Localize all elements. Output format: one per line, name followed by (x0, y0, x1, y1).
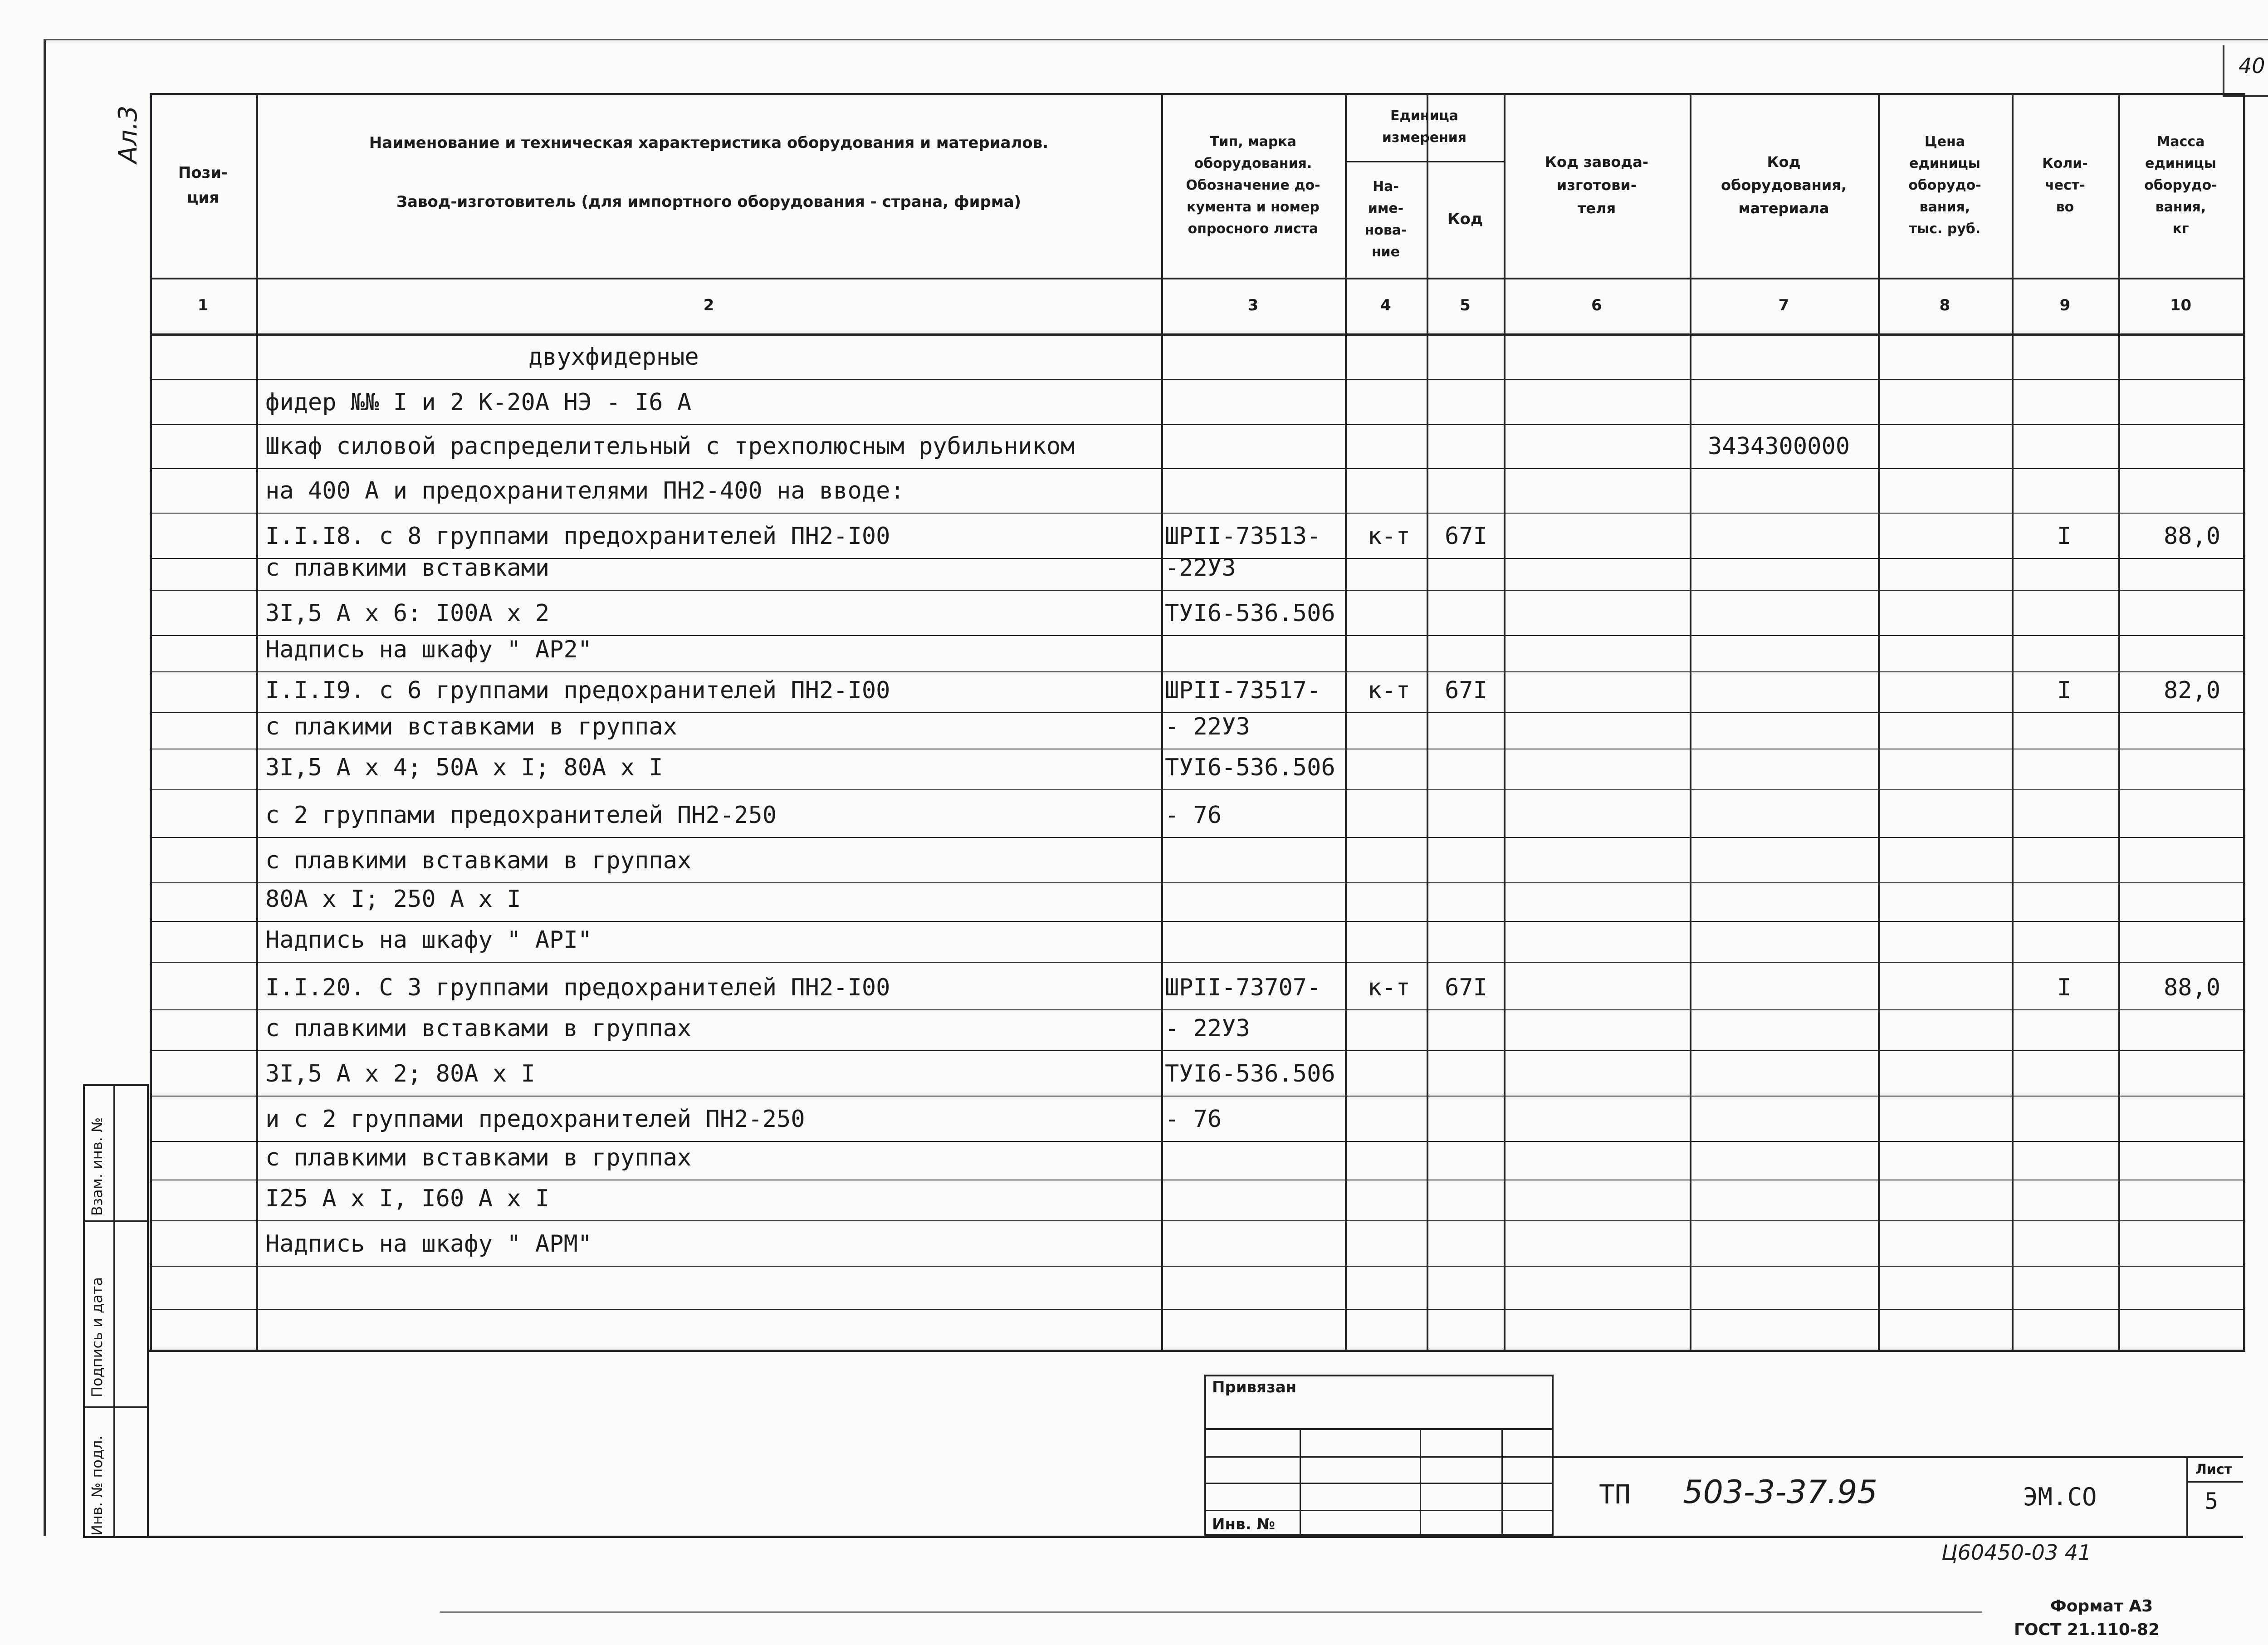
column-number-3: 3 (1247, 296, 1259, 315)
header-name-line1: Наименование и техническая характеристика оборудования и материалов. (369, 133, 1049, 152)
stamp-inv: Инв. № (1212, 1515, 1276, 1533)
row-16-c3: ШРII-73707- (1165, 974, 1321, 1001)
column-number-6: 6 (1591, 296, 1602, 315)
side-label-inv: Инв. № подл. (88, 1435, 106, 1536)
row-5-c4: к-т (1368, 523, 1410, 550)
row-12-c3: - 76 (1165, 802, 1222, 829)
margin-mark: Ал.3 (113, 105, 143, 163)
header-position: Пози- ция (178, 164, 228, 207)
row-18-c3: ТУI6-536.506 (1165, 1060, 1335, 1087)
side-label-sign: Подпись и дата (88, 1277, 106, 1397)
row-9-c5: 67I (1445, 677, 1487, 704)
column-number-9: 9 (2059, 296, 2071, 315)
column-number-5: 5 (1460, 296, 1471, 315)
gost-label: ГОСТ 21.110-82 (2014, 1621, 2160, 1639)
row-17-c3: - 22У3 (1165, 1015, 1250, 1042)
row-3-c2: Шкаф силовой распределительный с трехполюсным рубильником (265, 433, 1075, 460)
column-number-7: 7 (1778, 296, 1789, 315)
row-7-c2: 3I,5 А х 6: I00А х 2 (265, 600, 550, 627)
column-number-8: 8 (1939, 296, 1950, 315)
stamp-doc-code: ЭМ.СО (2023, 1483, 2097, 1511)
side-label-replace: Взам. инв. № (88, 1117, 106, 1216)
row-21-c2: I25 А х I, I60 А х I (265, 1185, 550, 1212)
row-5-c3: ШРII-73513- (1165, 523, 1321, 550)
format-label: Формат А3 (2050, 1597, 2153, 1616)
column-number-4: 4 (1380, 296, 1391, 315)
page-number: 40 (2239, 54, 2265, 78)
row-9-c4: к-т (1368, 677, 1410, 704)
row-11-c3: ТУI6-536.506 (1165, 754, 1335, 781)
row-16-c5: 67I (1445, 974, 1487, 1001)
stamp-tp: ТП (1599, 1479, 1631, 1510)
header-unit-code: Код (1447, 210, 1483, 229)
row-8-c2: Надпись на шкафу " АР2" (265, 636, 592, 663)
row-6-c3: -22У3 (1165, 554, 1236, 582)
row-16-c4: к-т (1368, 974, 1410, 1001)
row-16-c10: 88,0 (2164, 974, 2221, 1001)
stamp-privyazan: Привязан (1212, 1378, 1297, 1396)
row-15-c2: Надпись на шкафу " АРI" (265, 926, 592, 954)
row-11-c2: 3I,5 А х 4; 50А х I; 80А х I (265, 754, 663, 781)
row-10-c2: с плакими вставками в группах (265, 713, 677, 740)
header-quantity: Коли- чест- во (2042, 155, 2088, 215)
row-12-c2: с 2 группами предохранителей ПН2-250 (265, 802, 777, 829)
stamp-project-code: 503-3-37.95 (1683, 1474, 1878, 1511)
stamp-list-number: 5 (2204, 1488, 2219, 1514)
row-16-c9: I (2057, 974, 2072, 1001)
row-1-c2: двухфидерные (528, 343, 699, 371)
row-10-c3: - 22У3 (1165, 713, 1250, 740)
row-5-c10: 88,0 (2164, 523, 2221, 550)
column-number-2: 2 (703, 296, 714, 315)
header-type: Тип, марка оборудования. Обозначение до- кумента и номер опросного листа (1186, 133, 1320, 237)
row-17-c2: с плавкими вставками в группах (265, 1015, 692, 1042)
row-9-c3: ШРII-73517- (1165, 677, 1321, 704)
row-6-c2: с плавкими вставками (265, 554, 550, 582)
row-3-c7: 3434300000 (1708, 433, 1850, 460)
stamp-list-label: Лист (2195, 1462, 2233, 1478)
row-9-c10: 82,0 (2164, 677, 2221, 704)
header-price: Цена единицы оборудо- вания, тыс. руб. (1908, 133, 1981, 237)
bottom-inventory-note: Ц60450-03 41 (1941, 1540, 2092, 1565)
header-unit-name: На- име- нова- ние (1364, 178, 1407, 260)
row-19-c2: и с 2 группами предохранителей ПН2-250 (265, 1106, 805, 1133)
row-2-c2: фидер №№ I и 2 К-20А НЭ - I6 А (265, 389, 692, 416)
row-9-c2: I.I.I9. с 6 группами предохранителей ПН2-I00 (265, 677, 890, 704)
row-7-c3: ТУI6-536.506 (1165, 600, 1335, 627)
row-20-c2: с плавкими вставками в группах (265, 1144, 692, 1171)
row-18-c2: 3I,5 А х 2; 80А х I (265, 1060, 535, 1087)
header-mass: Масса единицы оборудо- вания, кг (2144, 133, 2217, 237)
row-16-c2: I.I.20. С 3 группами предохранителей ПН2-I00 (265, 974, 890, 1001)
row-13-c2: с плавкими вставками в группах (265, 847, 692, 874)
column-number-10: 10 (2170, 296, 2192, 315)
row-9-c9: I (2057, 677, 2072, 704)
row-19-c3: - 76 (1165, 1106, 1222, 1133)
row-4-c2: на 400 А и предохранителями ПН2-400 на вводе: (265, 477, 904, 504)
row-14-c2: 80А х I; 250 А х I (265, 886, 521, 913)
header-unit: Единица измерения (1382, 108, 1467, 146)
header-maker-code: Код завода- изготови- теля (1545, 153, 1649, 217)
row-5-c5: 67I (1445, 523, 1487, 550)
header-material-code: Код оборудования, материала (1721, 153, 1847, 217)
header-name-line2: Завод-изготовитель (для импортного оборудования - страна, фирма) (396, 192, 1022, 211)
row-5-c9: I (2057, 523, 2072, 550)
column-number-1: 1 (197, 296, 209, 315)
row-22-c2: Надпись на шкафу " АРМ" (265, 1230, 592, 1258)
row-5-c2: I.I.I8. с 8 группами предохранителей ПН2-I00 (265, 523, 890, 550)
